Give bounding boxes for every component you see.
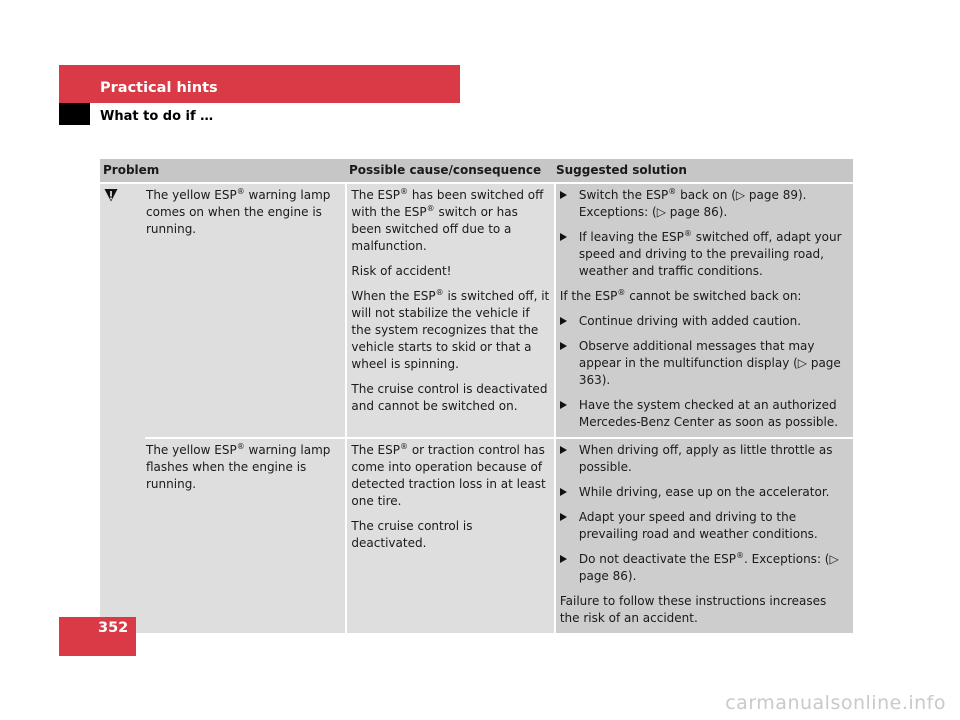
solution-bullet: While driving, ease up on the accelerator. <box>560 484 847 501</box>
solution-note: If the ESP® cannot be switched back on: <box>559 288 802 303</box>
table-row <box>145 184 853 437</box>
triangle-bullet-icon <box>560 397 579 431</box>
section-title: Practical hints <box>100 80 218 96</box>
solution-cell <box>556 184 853 437</box>
problem-text: The yellow ESP® warning lamp comes on when the engine is running. <box>146 187 331 236</box>
triangle-bullet-icon <box>560 187 579 221</box>
triangle-bullet-icon <box>560 229 579 280</box>
cause-paragraph: The ESP® has been switched off with the ESP® switch or has been switched off due to a malfunction. <box>351 187 544 253</box>
table-body <box>100 184 853 633</box>
triangle-bullet-icon <box>560 442 579 476</box>
problem-cell <box>145 184 345 437</box>
watermark: carmanualsonline.info <box>725 692 946 714</box>
column-header-cause: Possible cause/consequence <box>349 163 542 177</box>
page-number: 352 <box>98 620 129 636</box>
solution-bullet: If leaving the ESP® switched off, adapt your speed and driving to the prevailing road, weather and traffic conditions. <box>560 229 847 280</box>
solution-bullet: Continue driving with added caution. <box>560 313 847 330</box>
problem-cell <box>145 439 345 633</box>
table-row <box>145 439 853 633</box>
triangle-bullet-icon <box>560 338 579 389</box>
subsection-marker <box>59 103 90 125</box>
subsection-title: What to do if … <box>100 109 214 124</box>
solution-bullet: Observe additional messages that may appear in the multifunction display (▷ page 363). <box>560 338 847 389</box>
column-header-problem: Problem <box>103 163 160 177</box>
triangle-bullet-icon <box>560 484 579 501</box>
esp-warning-icon <box>103 187 119 203</box>
cause-paragraph: When the ESP® is switched off, it will not stabilize the vehicle if the system recognizes that the vehicle starts to skid or that a wheel is spinning. <box>351 288 550 371</box>
solution-cell <box>556 439 853 633</box>
cause-paragraph: Risk of accident! <box>351 264 452 278</box>
triangle-bullet-icon <box>560 551 579 585</box>
icon-column <box>100 184 145 633</box>
cause-paragraph: The cruise control is deactivated and cannot be switched on. <box>351 382 548 413</box>
problem-text: The yellow ESP® warning lamp flashes when the engine is running. <box>146 442 331 491</box>
solution-bullet: Have the system checked at an authorized Mercedes-Benz Center as soon as possible. <box>560 397 847 431</box>
solution-bullet: When driving off, apply as little throttle as possible. <box>560 442 847 476</box>
table-header-row <box>100 159 853 182</box>
cause-paragraph: The ESP® or traction control has come into operation because of detected traction loss in at least one tire. <box>351 442 546 508</box>
solution-bullet: Adapt your speed and driving to the prevailing road and weather conditions. <box>560 509 847 543</box>
cause-cell <box>347 184 553 437</box>
triangle-bullet-icon <box>560 313 579 330</box>
cause-cell <box>347 439 553 633</box>
solution-bullet: Do not deactivate the ESP®. Exceptions: (▷ page 86). <box>560 551 847 585</box>
triangle-bullet-icon <box>560 509 579 543</box>
solution-bullet: Switch the ESP® back on (▷ page 89). Exceptions: (▷ page 86). <box>560 187 847 221</box>
solution-note: Failure to follow these instructions increases the risk of an accident. <box>559 594 827 625</box>
column-header-solution: Suggested solution <box>556 163 687 177</box>
cause-paragraph: The cruise control is deactivated. <box>351 519 473 550</box>
troubleshooting-table <box>100 159 853 633</box>
table-rows <box>145 184 853 633</box>
